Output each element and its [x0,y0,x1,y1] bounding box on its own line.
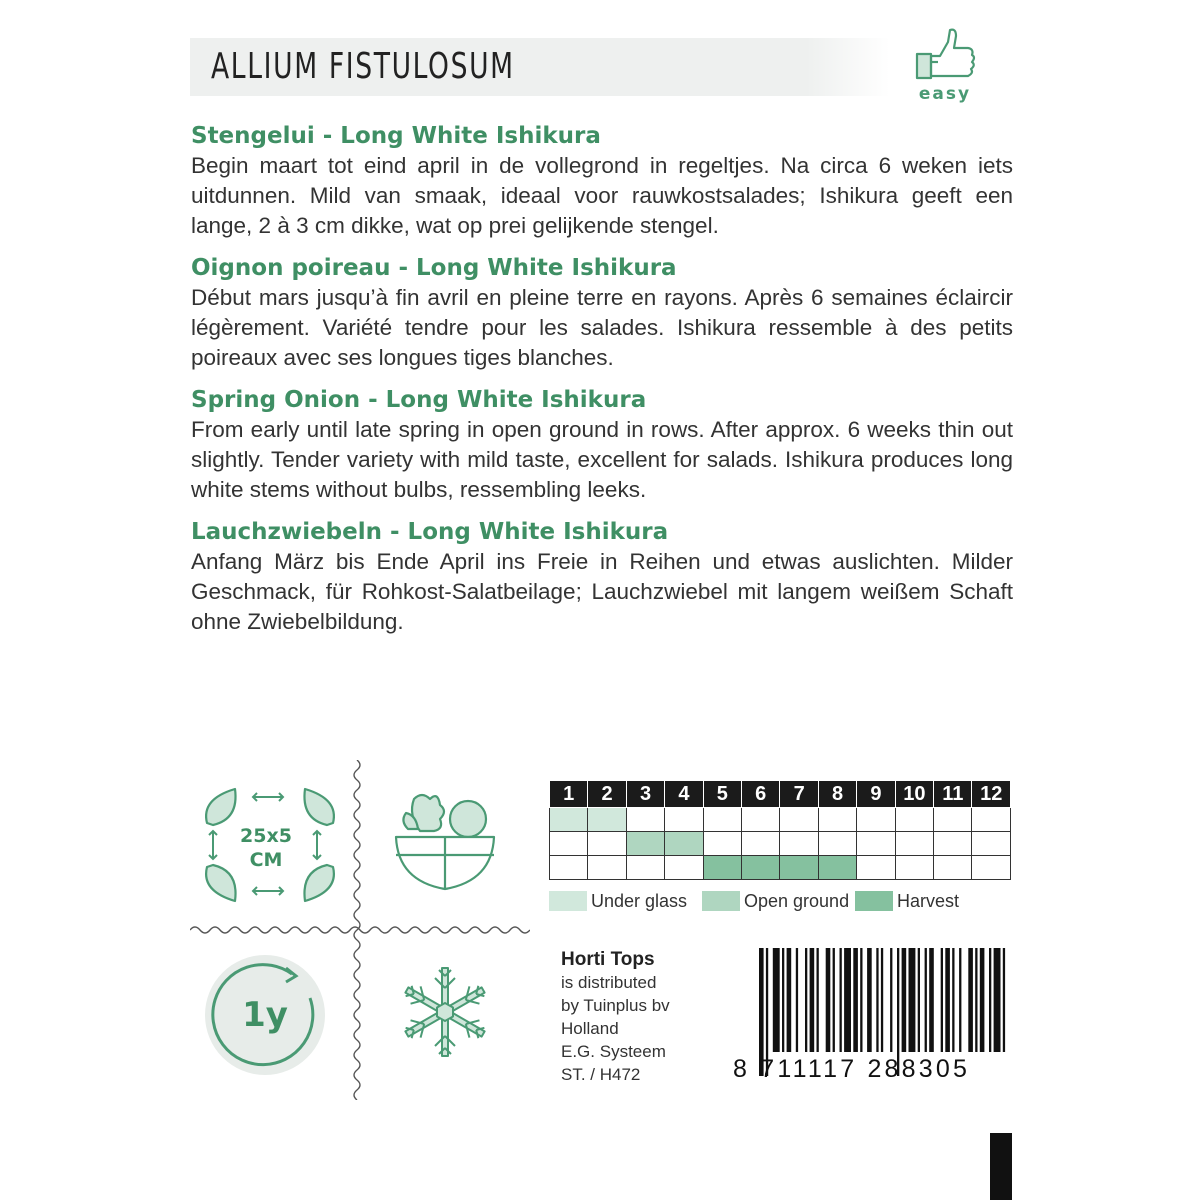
legend-item-harvest [855,888,959,914]
calendar-cell [742,856,780,880]
packet-edge-mark [990,1133,1012,1200]
month-header: 9 [857,781,895,808]
calendar-legend [549,888,1011,914]
barcode-bar [881,948,883,1052]
section-english [191,385,1013,505]
section-body: Anfang März bis Ende April ins Freie in Reihen und etwas auslichten. Milder Geschmack, für Rohkost-Salatbeilage; Lauchzwiebel mit langem weißem Schaft ohne Zwiebelbildung. [191,549,1013,634]
calendar-cell [703,808,741,832]
calendar-header-row [550,781,1011,808]
leaf-icon [206,865,235,901]
legend-label: Under glass [591,890,688,911]
calendar-cell [972,856,1011,880]
leaf-icon [206,789,235,825]
calendar-cell [857,856,895,880]
barcode-bar [959,948,961,1052]
barcode-bar [860,948,862,1052]
legend-label: Harvest [897,890,960,911]
barcode-bar [941,948,943,1052]
arrow-icon [253,793,283,801]
spacing-label [236,824,296,872]
barcode-bar [945,948,950,1052]
distributor-line: ST. / H472 [561,1065,641,1084]
barcode-bar [902,948,907,1052]
barcode-bar [817,948,819,1052]
leaf-icon [304,789,333,825]
month-header: 12 [972,781,1011,808]
calendar-body [550,808,1011,880]
distributor-line: by Tuinplus bv [561,996,670,1015]
arrow-icon [313,831,321,859]
arrow-icon [253,887,283,895]
barcode-bar [980,948,985,1052]
calendar-cell [703,832,741,856]
barcode-bar [994,948,1001,1052]
section-german [191,517,1013,637]
barcode-bar [989,948,991,1052]
section-body: Début mars jusqu’à fin avril en pleine terre en rayons. Après 6 semaines éclaircir légèrement. Variété tendre pour les salades. Ishikura ressemble à des petits poireaux avec ses longues tiges blanches. [191,285,1013,370]
calendar-cell [626,856,664,880]
legend-swatch [702,891,740,911]
section-title: Stengelui - Long White Ishikura [191,123,601,149]
distributor-info [561,948,670,1086]
calendar-cell [665,832,703,856]
barcode-bar [925,948,927,1052]
distributor-line: Holland [561,1019,619,1038]
snowflake-icon [393,960,497,1064]
month-header: 4 [665,781,703,808]
barcode-bar [782,948,784,1052]
description-sections [191,121,1013,649]
calendar-cell [895,832,933,856]
calendar-cell [742,832,780,856]
calendar-cell [550,808,588,832]
calendar-row [550,832,1011,856]
calendar-cell [742,808,780,832]
legend-swatch [549,891,587,911]
brand-name: Horti Tops [561,949,655,970]
distributor-line: is distributed [561,973,657,992]
calendar-cell [818,832,856,856]
calendar-cell [857,832,895,856]
section-title: Spring Onion - Long White Ishikura [191,387,647,413]
month-header: 7 [780,781,818,808]
sowing-calendar [549,780,1011,880]
arrow-icon [209,831,217,859]
barcode-bar [929,948,934,1052]
calendar-cell [818,856,856,880]
calendar-table [549,780,1011,880]
calendar-cell [626,832,664,856]
barcode-bar [909,948,916,1052]
leaf-icon [304,865,333,901]
calendar-cell [550,832,588,856]
calendar-row [550,856,1011,880]
legend-item-under-glass [549,888,687,914]
calendar-cell [626,808,664,832]
difficulty-label: easy [918,84,972,104]
calendar-cell [703,856,741,880]
calendar-cell [780,832,818,856]
calendar-cell [818,808,856,832]
calendar-cell [665,808,703,832]
barcode-bar [1003,948,1005,1052]
calendar-cell [934,856,972,880]
spacing-unit: CM [249,849,283,871]
month-header: 5 [703,781,741,808]
calendar-cell [550,856,588,880]
calendar-cell [972,832,1011,856]
salad-bowl-icon [390,785,500,905]
barcode-bar [968,948,973,1052]
month-header: 6 [742,781,780,808]
barcode-bar [918,948,920,1052]
section-body: Begin maart tot eind april in de vollegrond in regeltjes. Na circa 6 weken iets uitdunnen. Mild van smaak, ideaal voor rauwkostsalades; Ishikura geeft een lange, 2 à 3 cm dikke, wat op prei gelijkende stengel. [191,153,1013,238]
month-header: 3 [626,781,664,808]
barcode-bar [952,948,954,1052]
calendar-cell [934,832,972,856]
section-body: From early until late spring in open ground in rows. After approx. 6 weeks thin out slightly. Tender variety with mild taste, excellent for salads. Ishikura produces long white stems without bulbs, ressembling leeks. [191,417,1013,502]
barcode-bar [826,948,831,1052]
barcode-bar [787,948,792,1052]
barcode-bar [805,948,807,1052]
barcode-bar [975,948,977,1052]
month-header: 8 [818,781,856,808]
barcode-bar [810,948,815,1052]
barcode-bar [890,948,892,1052]
barcode-bar [867,948,872,1052]
difficulty-badge [900,22,990,108]
legend-item-open-ground [702,888,849,914]
calendar-cell [780,808,818,832]
species-name: ALLIUM FISTULOSUM [211,46,515,87]
barcode-bar [876,948,878,1052]
distributor-line: E.G. Systeem [561,1042,666,1061]
section-dutch [191,121,1013,241]
barcode-bar [844,948,851,1052]
calendar-cell [588,808,626,832]
month-header: 10 [895,781,933,808]
barcode-bar [833,948,835,1052]
calendar-cell [665,856,703,880]
legend-label: Open ground [744,890,850,911]
month-header: 2 [588,781,626,808]
thumbs-up-icon [900,22,990,84]
section-title: Lauchzwiebeln - Long White Ishikura [191,519,669,545]
calendar-cell [588,832,626,856]
calendar-row [550,808,1011,832]
legend-swatch [855,891,893,911]
section-title: Oignon poireau - Long White Ishikura [191,255,677,281]
calendar-cell [972,808,1011,832]
barcode-bar [796,948,798,1052]
horizontal-divider [190,922,530,938]
section-french [191,253,1013,373]
spacing-value: 25x5 [240,825,292,847]
lifecycle-label: 1y [242,995,288,1035]
month-header: 1 [550,781,588,808]
barcode-bar [853,948,858,1052]
calendar-cell [934,808,972,832]
month-header: 11 [934,781,972,808]
calendar-cell [857,808,895,832]
calendar-cell [895,856,933,880]
calendar-cell [780,856,818,880]
barcode-bar [773,948,780,1052]
barcode-number: 8 711117 288305 [733,1055,971,1083]
calendar-cell [895,808,933,832]
calendar-cell [588,856,626,880]
barcode-bar [840,948,842,1052]
